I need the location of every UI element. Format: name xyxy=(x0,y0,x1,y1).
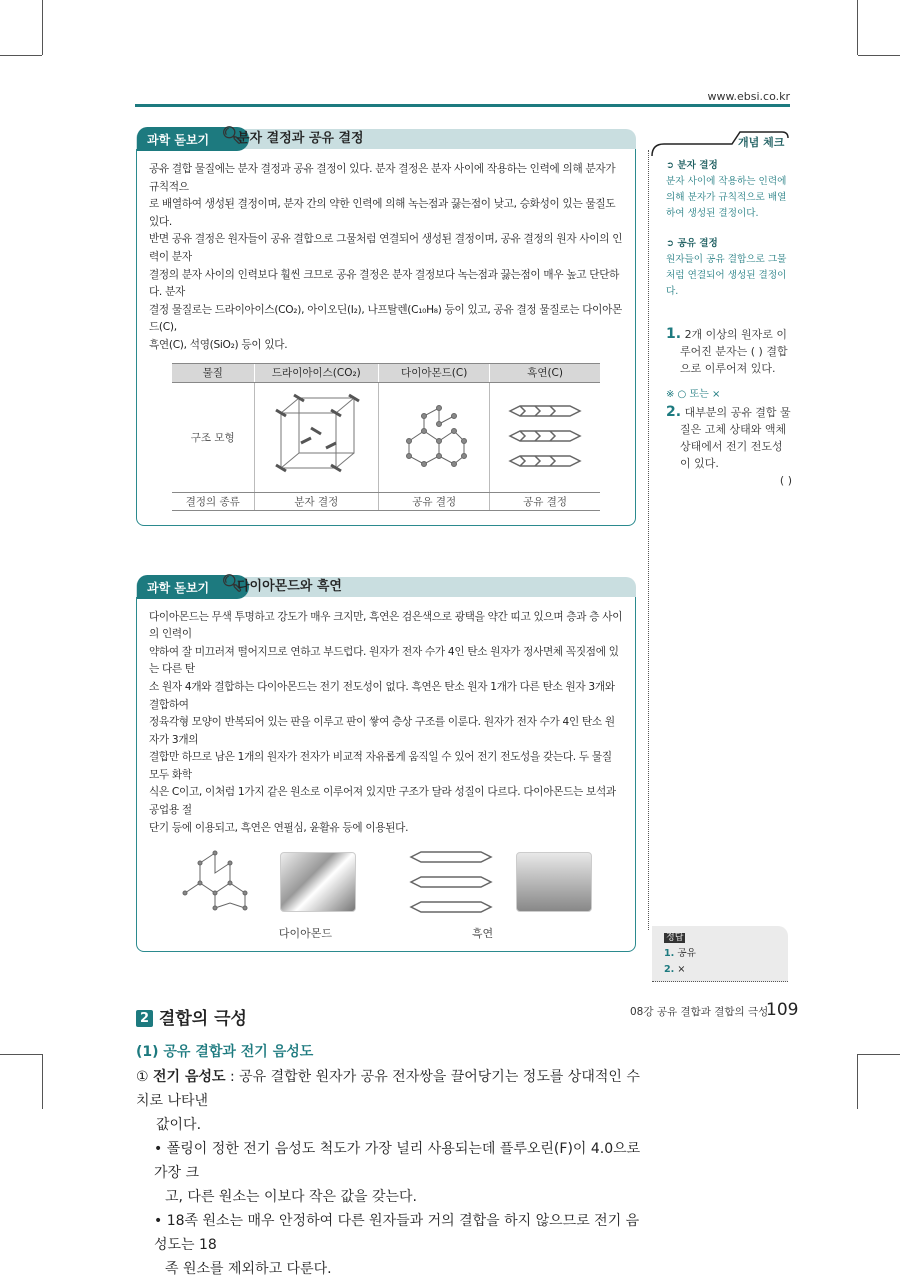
answer-box: 정답 1. 공유 2. × xyxy=(652,926,788,982)
magnifier-icon: 🔍︎ xyxy=(221,573,243,594)
pencil-photo xyxy=(516,852,592,912)
page-number: 109 xyxy=(766,1000,799,1020)
definition-item: ① 전기 음성도 : 공유 결합한 원자가 공유 전자쌍을 끌어당기는 정도를 상대적인 수치로 나타낸 값이다. • 폴링이 정한 전기 음성도 척도가 가장 널리 사용되는데 플루오린(F)이 4.0으로 가장 크 고, 다른 원소는 이보다 작은 값을 갖는다. • 18족 원소는 매우 안정하여 다른 원자들과 거의 결합을 하지 않으므로 전기 음성도는 18 족 원소를 제외하고 다룬다. xyxy=(136,1065,641,1281)
question-2: 2. 대부분의 공유 결합 물질은 고체 상태와 액체 상태에서 전기 전도성이 있다. ( ) xyxy=(666,404,792,487)
diamond-structure-image xyxy=(379,382,490,492)
caption-row xyxy=(149,925,623,941)
diamond-photo xyxy=(280,852,356,912)
crop-mark xyxy=(858,55,900,56)
sidebar-column xyxy=(666,158,792,489)
site-url: www.ebsi.co.kr xyxy=(707,90,790,103)
crop-mark xyxy=(0,1054,42,1055)
footer-chapter: 08강 공유 결합과 결합의 극성 xyxy=(630,1006,769,1018)
box-tag: 과학 돋보기 🔍︎ xyxy=(137,127,249,151)
section-number: 2 xyxy=(136,1010,153,1027)
ox-note: ※ ○ 또는 × xyxy=(666,389,721,400)
crop-mark xyxy=(42,0,43,55)
crop-mark xyxy=(42,1054,43,1109)
concept-covalent-crystal: ➲ 공유 결정 원자들이 공유 결합으로 그물처럼 연결되어 생성된 결정이다. xyxy=(666,238,787,297)
box-text: 다이아몬드는 무색 투명하고 강도가 매우 크지만, 흑연은 검은색으로 광택을 약간 띠고 있으며 층과 층 사이의 인력이 약하여 잘 미끄러져 떨어지므로 연하고 부드럽다. 원자가 전자 수가 4인 탄소 원자가 정사면체 꼭짓점에 있는 다른 탄 소 원자 4개와 결합하는 다이아몬드는 전기 전도성이 없다. 흑연은 탄소 원자 1개가 다른 탄소 원자 3개와 결합하여 정육각형 모양이 반복되어 있는 판을 이루고 판이 쌓여 층상 구조를 이룬다. 원자가 전자 수가 4인 탄소 원자가 3개의 결합만 하므로 남은 1개의 원자가 전자가 비교적 자유롭게 움직일 수 있어 전기 전도성을 갖는다. 두 물질 모두 화학 식은 C이고, 이처럼 1가지 같은 원소로 이루어져 있지만 구조가 달라 성질이 다르다. 다이아몬드는 보석과 공업용 절 단기 등에 이용되고, 흑연은 연필심, 윤활유 등에 이용된다. xyxy=(149,610,623,834)
graphite-caption: 흑연 xyxy=(471,927,494,941)
box-title: 다이아몬드와 흑연 xyxy=(237,578,342,594)
bullet-item: • 18족 원소는 매우 안정하여 다른 원자들과 거의 결합을 하지 않으므로 전기 음성도는 18 족 원소를 제외하고 다룬다. xyxy=(154,1213,640,1278)
concept-check-title: 개념 체크 xyxy=(738,136,785,149)
image-row xyxy=(149,847,623,917)
box-title: 분자 결정과 공유 결정 xyxy=(237,131,364,146)
crop-mark xyxy=(0,55,42,56)
crop-mark xyxy=(858,1054,900,1055)
subsection-heading: (1) 공유 결합과 전기 음성도 xyxy=(136,1044,314,1061)
diamond-caption: 다이아몬드 xyxy=(278,927,333,941)
graphite-structure-image xyxy=(490,382,600,492)
crop-mark xyxy=(857,1054,858,1109)
box-tag: 과학 돋보기 🔍︎ xyxy=(137,575,249,599)
question-1: 1. 2개 이상의 원자로 이루어진 분자는 ( ) 결합으로 이루어져 있다. xyxy=(666,326,788,375)
magnifier-icon: 🔍︎ xyxy=(221,126,243,146)
graphite-structure-image xyxy=(406,847,496,917)
section-heading: 2 결합의 극성 xyxy=(136,1004,641,1029)
box-text: 공유 결합 물질에는 분자 결정과 공유 결정이 있다. 분자 결정은 분자 사이에 작용하는 인력에 의해 분자가 규칙적으 로 배열하여 생성된 결정이며, 분자 간의 약한 인력에 의해 녹는점과 끓는점이 낮고, 승화성이 있는 물질도 있다. 반면 공유 결정은 원자들이 공유 결합으로 그물처럼 연결되어 생성된 결정이며, 공유 결정의 원자 사이의 인력이 분자 결정의 분자 사이의 인력보다 훨씬 크므로 공유 결정은 분자 결정보다 녹는점과 끓는점이 매우 높고 단단하다. 분자 결정 물질로는 드라이아이스(CO₂), 아이오딘(I₂), 나프탈렌(C₁₀H₈) 등이 있고, 공유 결정 물질로는 다이아몬드(C), 흑연(C), 석영(SiO₂) 등이 있다. xyxy=(149,163,623,351)
bullet-item: • 폴링이 정한 전기 음성도 척도가 가장 널리 사용되는데 플루오린(F)이 4.0으로 가장 크 고, 다른 원소는 이보다 작은 값을 갖는다. xyxy=(154,1141,641,1206)
diamond-structure-image xyxy=(180,848,260,916)
science-box-molecular-covalent xyxy=(136,126,636,526)
concept-molecular-crystal: ➲ 분자 결정 분자 사이에 작용하는 인력에 의해 분자가 규칙적으로 배열하여 생성된 결정이다. xyxy=(666,160,787,219)
dry-ice-structure-image xyxy=(254,382,379,492)
header-rule xyxy=(135,104,790,107)
science-box-diamond-graphite xyxy=(136,573,636,953)
main-column xyxy=(136,128,641,1281)
crystal-table: 물질 드라이아이스(CO₂) 다이아몬드(C) 흑연(C) 구조 모형 결정의 종류 분자 결정 공유 결정 공유 결정 xyxy=(172,363,600,511)
crop-mark xyxy=(857,0,858,55)
sidebar-divider xyxy=(648,150,649,930)
